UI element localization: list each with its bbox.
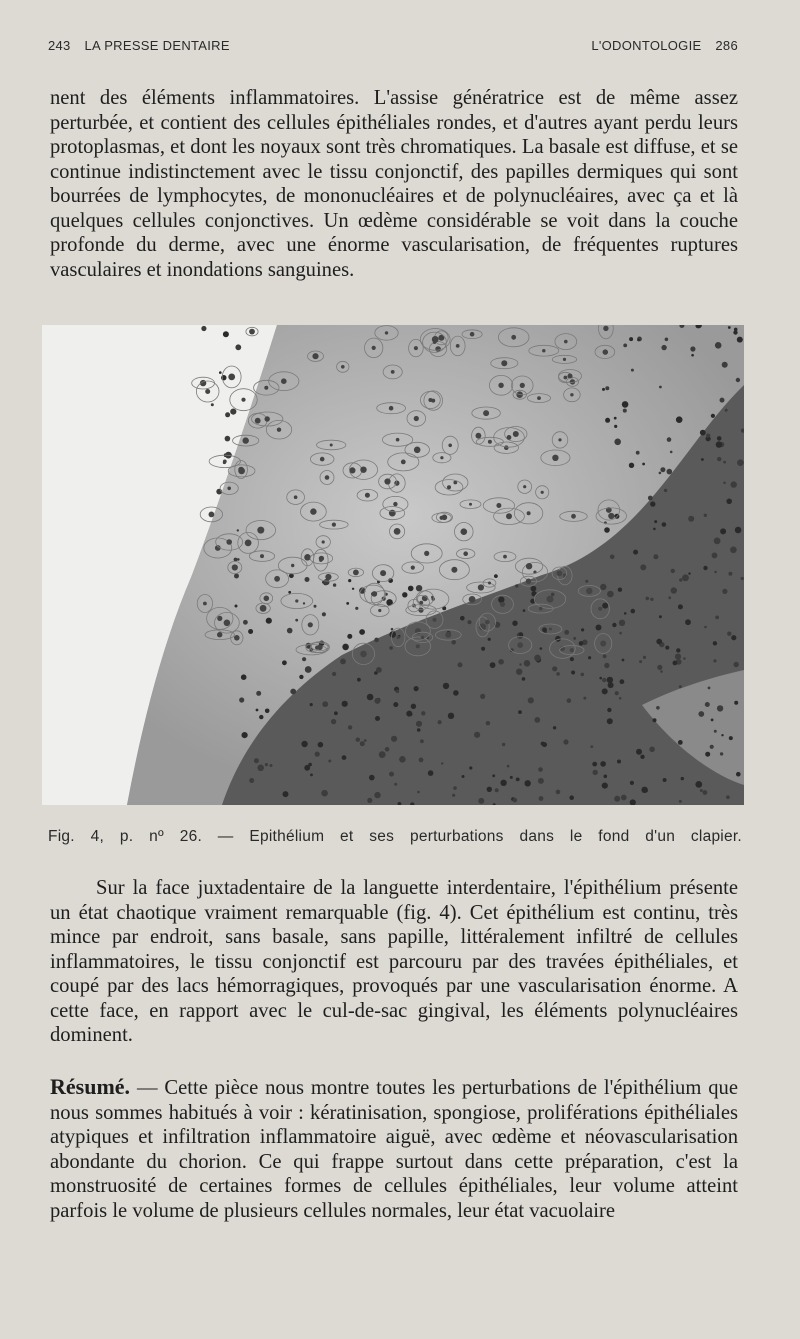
header-right — [591, 38, 738, 53]
right-journal-title: L'ODONTOLOGIE — [591, 38, 702, 53]
paragraph-resume — [50, 1075, 738, 1223]
header-left — [48, 38, 230, 53]
paragraph-1: nent des éléments inflammatoires. L'assise génératrice est de même assez perturbée, et contient des cellules épithéliales rondes, et d'autres ayant perdu leurs protoplasmas, et dont les noyaux sont très chromatiques. La basale est diffuse, et se continue indistinctement avec le tissu conjonctif, des papilles dermiques qui sont bourrées de lymphocytes, de mononucléaires et de polynucléaires, avec ça et là quelques cellules conjonctives. Un œdème considérable se voit dans la couche profonde du derme, avec une énorme vascularisation, de fréquentes ruptures vasculaires et inondations sanguines. — [50, 87, 738, 281]
micrograph-figure — [42, 325, 744, 805]
resume-body: — Cette pièce nous montre toutes les perturbations de l'épithélium que nous sommes habitués à voir : kératinisation, spongiose, proliférations épithéliales atypiques et infiltration inflammatoire aiguë, avec œdème et néovascularisation abondante du chorion. Ce qui frappe surtout dans cette préparation, c'est la monstruosité de certaines formes de cellules épithéliales, leur volume atteint parfois le volume de plusieurs cellules normales, leur état vacuolaire — [50, 1077, 738, 1222]
paragraph-2: Sur la face juxtadentaire de la languette interdentaire, l'épithélium présente un état chaotique vraiment remarquable (fig. 4). Cet épithélium est continu, très mince par endroit, sans basale, sans papille, littéralement infiltré de cellules inflammatoires, le tissu conjonctif est parcouru par des travées épithéliales, et coupé par des lacs hémorragiques, provoqués par une vascularisation énorme. A cette face, en rapport avec le cul-de-sac gingival, les éléments polynucléaires dominent. — [50, 877, 738, 1046]
figure-caption: Fig. 4, p. nº 26. — Epithélium et ses perturbations dans le fond d'un clapier. — [48, 828, 742, 845]
resume-heading: Résumé. — [50, 1074, 131, 1099]
right-page-number: 286 — [715, 38, 738, 53]
micrograph-image — [42, 325, 744, 805]
left-page-number: 243 — [48, 38, 71, 53]
left-journal-title: LA PRESSE DENTAIRE — [84, 38, 230, 53]
